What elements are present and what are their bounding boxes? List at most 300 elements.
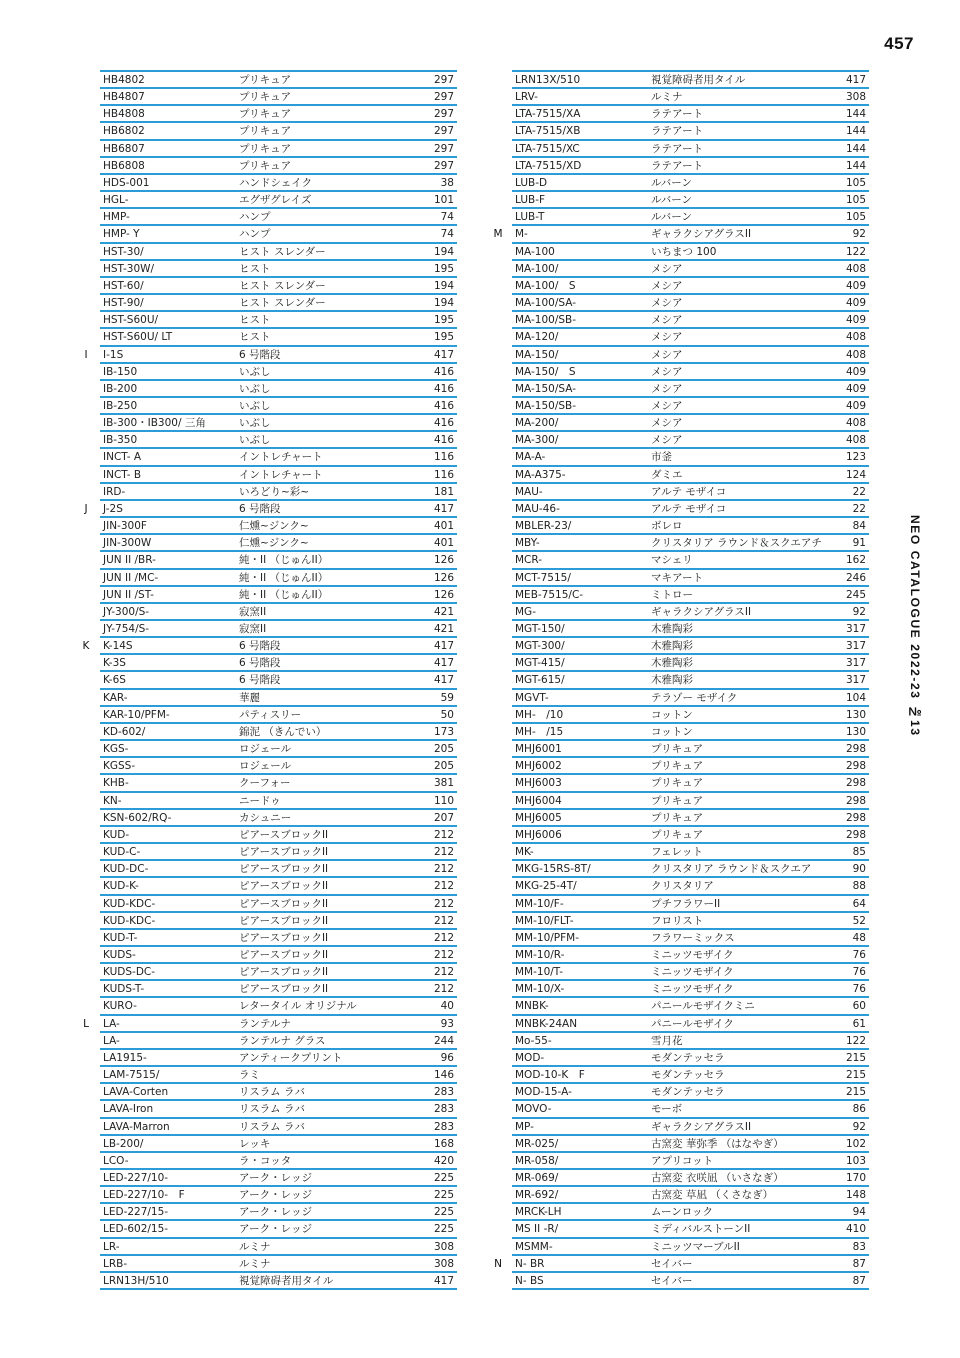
page-reference: 22 [852,485,866,498]
index-entry-row [493,226,869,243]
product-name: アーク・レッジ [239,1189,313,1202]
product-code: I-1S [103,348,124,361]
index-entry-row [512,123,869,140]
index-entry-row [100,1204,457,1221]
index-entry-row [512,707,869,724]
product-name: 市釜 [651,451,672,464]
index-entry-row [100,1136,457,1153]
product-name: クーフォー [239,777,291,790]
product-code: KN- [103,794,122,807]
product-name: ミディバルストーンII [651,1223,751,1236]
product-name: ミニッツモザイク [651,983,734,996]
page-reference: 94 [852,1206,866,1219]
index-entry-row [100,1256,457,1273]
product-name: テラゾー モザイク [651,691,738,704]
product-code: KGS- [103,743,129,756]
index-entry-row [512,672,869,689]
product-name: メシア [651,417,683,430]
product-name: ランテルナ [239,1017,291,1030]
page-reference: 110 [433,794,454,807]
section-letter: K [82,640,90,653]
section-letter: L [83,1017,89,1030]
product-code: IB-150 [103,365,138,378]
index-entry-row [512,432,869,449]
product-name: ヒスト スレンダー [239,245,326,258]
page-reference: 297 [433,91,454,104]
product-name: セイバー [651,1274,693,1287]
product-name: アーク・レッジ [239,1206,313,1219]
product-name: メシア [651,399,683,412]
product-name: ラ・コッタ [239,1154,292,1167]
section-letter: M [493,228,503,241]
product-name: クリスタリア [651,880,714,893]
product-name: 6 号階段 [239,348,281,361]
product-name: モダンテッセラ [651,1069,725,1082]
product-name: 6 号階段 [239,502,281,515]
product-code: J-2S [103,502,123,515]
product-code: MA-300/ [515,434,559,447]
product-name: ピアースブロックII [239,897,329,910]
product-name: パニールモザイク [651,1017,734,1030]
page-reference: 195 [433,262,454,275]
page-reference: 162 [845,554,866,567]
product-name: ピアースブロックII [239,931,329,944]
product-code: MM-10/FLT- [515,914,574,927]
page-reference: 76 [852,983,866,996]
product-code: LA- [103,1034,120,1047]
page-reference: 50 [440,708,454,721]
product-code: HST-30/ [103,245,144,258]
page-reference: 194 [433,297,454,310]
index-entry-row [512,1119,869,1136]
index-entry-row [494,1256,869,1273]
product-code: LRB- [103,1257,128,1270]
product-code: JY-754/S- [103,623,150,635]
index-entry-row [84,501,457,518]
index-entry-row [100,518,457,535]
product-code: MA-A375- [515,468,566,481]
index-entry-row [100,484,457,501]
product-name: フロリスト [651,914,704,927]
index-entry-row [100,398,457,415]
page-reference: 60 [852,1000,866,1013]
product-code: LCO- [103,1154,129,1167]
index-entry-row [512,501,869,518]
page-reference: 146 [433,1069,454,1082]
page-reference: 74 [440,211,454,224]
product-name: 木雅陶彩 [651,623,693,635]
product-code: MGT-300/ [515,640,565,653]
index-entry-row [100,1273,457,1290]
product-code: MS II -R/ [515,1223,559,1236]
index-entry-row [512,1187,869,1204]
product-code: MSMM- [515,1240,553,1253]
page-reference: 298 [845,760,866,773]
product-name: ギャラクシアグラスII [651,228,752,241]
product-name: モーボ [651,1103,683,1116]
product-code: MHJ6002 [515,760,562,773]
product-name: メシア [651,348,683,361]
product-code: LB-200/ [103,1137,144,1150]
page-reference: 195 [433,331,454,344]
product-code: MKG-25-4T/ [515,880,577,893]
page-reference: 215 [845,1086,866,1099]
product-code: LUB-T [515,211,545,224]
product-code: KUD-K- [103,880,139,893]
page-reference: 212 [433,828,454,841]
product-name: 古窯変 衣咲凪 （いさなぎ） [651,1172,784,1184]
page-reference: 212 [433,931,454,944]
product-name: カシュニー [239,811,292,824]
product-name: メシア [651,297,683,310]
page-reference: 408 [845,434,866,447]
product-name: ムーンロック [651,1206,714,1219]
product-code: IB-350 [103,434,138,447]
product-name: 仁燻~ジンク~ [239,520,309,533]
index-entry-row [512,1273,869,1290]
product-name: アーク・レッジ [239,1172,313,1184]
page-reference: 195 [433,314,454,327]
page-reference: 283 [433,1086,454,1099]
product-code: MKG-15RS-8T/ [515,863,591,876]
index-entry-row [100,226,457,243]
page-reference: 298 [845,811,866,824]
index-entry-row [512,1016,869,1033]
product-code: HST-90/ [103,297,144,310]
product-code: HB4802 [103,74,145,86]
page-reference: 246 [845,571,866,584]
product-code: MHJ6001 [515,743,562,756]
index-entry-row [512,535,869,552]
product-code: KUD-KDC- [103,914,156,927]
page-reference: 170 [845,1172,866,1184]
index-entry-row [100,415,457,432]
product-name: ルバーン [651,176,693,189]
product-name: メシア [651,382,683,395]
page-reference: 215 [845,1051,866,1064]
page-reference: 215 [845,1069,866,1082]
page-reference: 122 [845,245,866,258]
product-name: リスラム ラバ [239,1120,306,1133]
product-name: ミトロー [651,588,693,601]
index-entry-row [512,552,869,569]
product-code: HST-S60U/ LT [103,331,173,344]
product-name: ラテアート [651,108,704,121]
product-code: LTA-7515/XD [515,159,582,172]
index-entry-row [100,364,457,381]
index-entry-row [100,72,457,89]
product-code: KUDS- [103,948,136,961]
product-name: いろどり~彩~ [239,485,310,498]
index-entry-row [100,570,457,587]
index-entry-row [512,998,869,1015]
page-reference: 417 [433,502,454,515]
product-name: プリキュア [239,91,292,104]
product-code: HGL- [103,194,129,207]
product-name: いぶし [239,382,271,395]
index-entry-row [512,913,869,930]
index-entry-row [512,844,869,861]
index-entry-row [100,998,457,1015]
product-code: INCT- B [103,468,142,481]
product-name: ロジェール [239,743,292,756]
page-reference: 76 [852,966,866,979]
product-name: ピアースブロックII [239,983,329,996]
product-code: MGT-150/ [515,623,565,635]
product-name: フェレット [651,846,703,859]
section-letter: N [494,1257,502,1270]
product-name: メシア [651,262,683,275]
index-entry-row [512,415,869,432]
product-code: LTA-7515/XB [515,125,581,138]
index-entry-row [512,981,869,998]
index-entry-row [100,964,457,981]
product-name: 寂窯II [239,605,267,618]
page-reference: 283 [433,1103,454,1116]
page-reference: 59 [440,691,454,704]
page-reference: 283 [433,1120,454,1133]
product-name: ピアースブロックII [239,914,329,927]
page-reference: 381 [433,777,454,790]
index-entry-row [512,175,869,192]
product-name: アンティークプリント [239,1051,343,1064]
page-reference: 101 [433,194,454,207]
index-entry-row [100,244,457,261]
product-code: HB4808 [103,108,145,121]
index-entry-row [100,467,457,484]
product-name: ルミナ [651,91,683,104]
product-code: MRCK-LH [515,1206,562,1219]
product-name: 6 号階段 [239,640,281,653]
index-entry-row [100,449,457,466]
product-name: ピアースブロックII [239,863,329,876]
index-entry-row [512,209,869,226]
product-name: 純・II （じゅんII） [239,571,329,584]
product-code: MNBK- [515,1000,549,1013]
product-name: プリキュア [239,159,292,172]
page-reference: 409 [845,365,866,378]
index-entry-row [83,1016,457,1033]
product-name: ピアースブロックII [239,966,329,979]
page-reference: 297 [433,142,454,155]
index-entry-row [100,861,457,878]
product-code: MCR- [515,554,543,567]
section-letter: I [84,348,88,361]
product-code: KUD-C- [103,846,141,859]
index-entry-row [512,1136,869,1153]
index-entry-row [512,295,869,312]
product-code: LTA-7515/XA [515,108,581,121]
product-code: K-3S [103,657,126,670]
product-code: MM-10/F- [515,897,564,910]
product-code: MOD- [515,1051,545,1064]
page-reference: 130 [845,725,866,738]
index-entry-row [100,89,457,106]
product-name: ダミエ [651,468,683,481]
product-name: ギャラクシアグラスII [651,605,752,618]
product-code: MM-10/X- [515,983,565,996]
product-name: マキアート [651,571,704,584]
index-entry-row [512,1084,869,1101]
product-code: MR-058/ [515,1154,559,1167]
index-entry-row [100,1170,457,1187]
product-code: Mo-55- [515,1034,552,1047]
page-reference: 297 [433,125,454,138]
page-reference: 181 [433,485,454,498]
page-reference: 409 [845,279,866,292]
page-reference: 207 [433,811,454,824]
index-entry-row [100,878,457,895]
product-code: MA-150/ S [515,365,576,378]
index-entry-row [512,381,869,398]
index-entry-row [82,638,457,655]
page-reference: 298 [845,828,866,841]
index-entry-row [512,89,869,106]
index-entry-row [100,1221,457,1238]
index-entry-row [512,141,869,158]
product-name: ヒスト [239,331,271,344]
page-reference: 297 [433,74,454,86]
index-entry-row [512,158,869,175]
product-name: アーク・レッジ [239,1223,313,1236]
page-reference: 308 [433,1257,454,1270]
product-name: リスラム ラバ [239,1086,306,1099]
product-name: いぶし [239,365,271,378]
page-reference: 122 [845,1034,866,1047]
page-reference: 86 [852,1103,866,1116]
page-reference: 168 [433,1137,454,1150]
index-entry-row [100,775,457,792]
product-name: ルバーン [651,194,693,207]
index-entry-row [100,278,457,295]
index-entry-row [512,364,869,381]
page-reference: 87 [852,1257,866,1270]
product-name: パニールモザイクミニ [651,1000,755,1013]
product-code: KUDS-T- [103,983,145,996]
index-entry-row [512,930,869,947]
page-reference: 38 [440,176,454,189]
product-code: MA-150/ [515,348,559,361]
page-reference: 83 [852,1240,866,1253]
page-reference: 126 [433,554,454,567]
index-entry-row [100,209,457,226]
page-reference: 409 [845,399,866,412]
page-reference: 317 [845,640,866,653]
index-entry-row [512,329,869,346]
product-code: IB-300・IB300/ 三角 [103,417,206,430]
page-reference: 417 [433,348,454,361]
page-reference: 416 [433,382,454,395]
index-entry-row [512,1067,869,1084]
product-name: ラテアート [651,125,704,138]
product-code: IB-250 [103,399,138,412]
index-entry-row [512,587,869,604]
index-entry-row [512,278,869,295]
product-name: 仁燻~ジンク~ [239,537,309,550]
product-name: いぶし [239,417,271,430]
product-name: クリスタリア ラウンド＆スクエア [651,863,812,876]
product-name: ハンプ [239,211,271,224]
product-code: MH- /10 [515,708,564,721]
page-reference: 408 [845,262,866,275]
index-entry-row [512,621,869,638]
product-name: ヒスト スレンダー [239,279,326,292]
product-code: INCT- A [103,451,142,464]
index-entry-row [100,1050,457,1067]
product-name: ヒスト [239,314,271,327]
product-name: 木雅陶彩 [651,640,693,653]
index-entry-row [100,141,457,158]
product-code: KUD- [103,828,130,841]
product-name: ヒスト スレンダー [239,297,326,310]
index-entry-row [512,398,869,415]
index-entry-row [100,724,457,741]
product-code: MM-10/R- [515,948,565,961]
product-name: アプリコット [651,1154,714,1167]
product-code: MNBK-24AN [515,1017,578,1030]
product-code: KAR- [103,691,128,704]
page-reference: 116 [433,451,454,464]
product-code: LA- [103,1017,120,1030]
page-reference: 408 [845,348,866,361]
product-name: ラテアート [651,159,704,172]
product-code: MOD-10-K F [515,1069,585,1082]
product-name: エグザグレイズ [239,194,312,207]
index-entry-row [512,484,869,501]
index-entry-row [100,707,457,724]
page-reference: 205 [433,743,454,756]
product-code: MR-692/ [515,1189,559,1202]
index-entry-row [100,672,457,689]
product-name: メシア [651,279,683,292]
index-column-right [493,70,869,1290]
product-code: MGT-615/ [515,674,565,687]
page-reference: 92 [852,228,866,241]
product-name: プリキュア [239,142,292,155]
product-code: MEB-7515/C- [515,588,584,601]
page-reference: 52 [852,914,866,927]
product-code: MM-10/PFM- [515,931,580,944]
page-reference: 416 [433,434,454,447]
product-code: N- BR [515,1257,545,1270]
product-code: JUN II /MC- [103,571,159,584]
product-code: JUN II /BR- [103,554,156,567]
index-entry-row [512,244,869,261]
product-code: MA-100/SA- [515,297,576,310]
product-code: LA1915- [103,1051,147,1064]
product-code: JIN-300F [103,520,147,533]
index-entry-row [100,930,457,947]
page-reference: 317 [845,657,866,670]
product-code: KUDS-DC- [103,966,156,979]
product-name: ミニッツモザイク [651,948,734,961]
product-code: KD-602/ [103,725,146,738]
page-reference: 144 [845,159,866,172]
page-reference: 421 [433,605,454,618]
product-code: MA-A- [515,451,546,464]
index-entry-row [100,261,457,278]
product-code: JUN II /ST- [103,588,154,601]
index-entry-row [84,347,457,364]
product-code: MA-120/ [515,331,559,344]
product-code: LED-227/10- [103,1172,169,1184]
index-entry-row [512,604,869,621]
index-entry-row [100,758,457,775]
product-code: KUD-DC- [103,863,149,876]
product-name: ミニッツモザイク [651,966,734,979]
product-name: ラテアート [651,142,704,155]
page-reference: 417 [433,674,454,687]
